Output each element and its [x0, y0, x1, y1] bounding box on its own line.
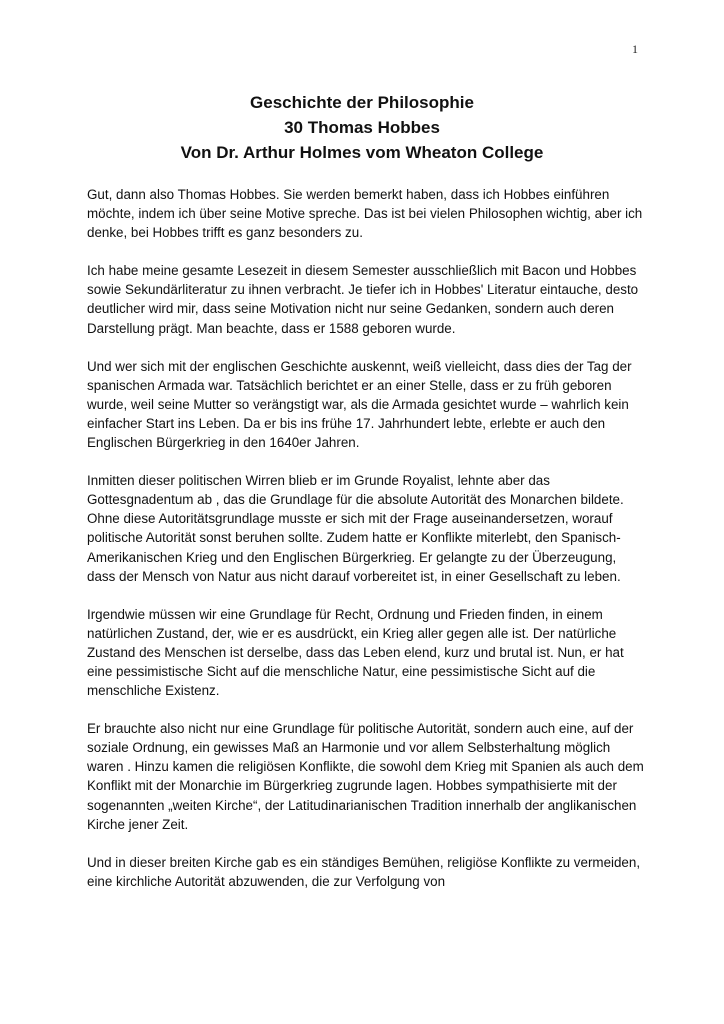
paragraph-1: Gut, dann also Thomas Hobbes. Sie werden bemerkt haben, dass ich Hobbes einführen möchte, indem ich über seine Motive spreche. Das ist bei vielen Philosophen wichtig, aber ich denke, bei Hobbes trifft es ganz besonders zu. — [87, 187, 643, 241]
paragraph-3: Und wer sich mit der englischen Geschichte auskennt, weiß vielleicht, dass dies der Tag der spanischen Armada war. Tatsächlich berichtet er an einer Stelle, dass er zu früh geboren wurde, weil seine Mutter so verängstigt war, als die Armada gesichtet wurde – wahrlich kein einfacher Start ins Leben. Da er bis ins frühe 17. Jahrhundert lebte, erlebte er auch den Englischen Bürgerkrieg in den 1640er Jahren. — [87, 358, 632, 451]
document-title — [0, 90, 724, 165]
title-line-author: Von Dr. Arthur Holmes vom Wheaton College — [180, 143, 544, 162]
paragraph-6: Er brauchte also nicht nur eine Grundlage für politische Autorität, sondern auch eine, auf der soziale Ordnung, ein gewisses Maß an Harmonie und vor allem Selbsterhaltung möglich waren . Hinzu kamen die religiösen Konflikte, die sowohl dem Krieg mit Spanien als auch dem Konflikt mit der Monarchie im Bürgerkrieg zugrunde lagen. Hobbes sympathisierte mit der sogenannten „weiten Kirche“, der Latitudinarianischen Tradition innerhalb der anglikanischen Kirche jener Zeit. — [87, 721, 644, 832]
title-line-course: Geschichte der Philosophie — [250, 93, 474, 112]
paragraph-7: Und in dieser breiten Kirche gab es ein ständiges Bemühen, religiöse Konflikte zu vermeiden, eine kirchliche Autorität abzuwenden, die zur Verfolgung von — [87, 854, 641, 889]
paragraph-5: Irgendwie müssen wir eine Grundlage für Recht, Ordnung und Frieden finden, in einem natürlichen Zustand, der, wie er es ausdrückt, ein Krieg aller gegen alle ist. Der natürliche Zustand des Menschen ist derselbe, dass das Leben elend, kurz und brutal ist. Nun, er hat eine pessimistische Sicht auf die menschliche Natur, eine pessimistische Sicht auf die menschliche Existenz. — [87, 606, 624, 699]
page-number: 1 — [632, 42, 638, 56]
document-body — [87, 185, 647, 910]
paragraph-2: Ich habe meine gesamte Lesezeit in diesem Semester ausschließlich mit Bacon und Hobbes sowie Sekundärliteratur zu ihnen verbracht. Je tiefer ich in Hobbes' Literatur eintauche, desto deutlicher wird mir, dass seine Motivation nicht nur seine Gedanken, sondern auch deren Darstellung prägt. Man beachte, dass er 1588 geboren wurde. — [87, 263, 639, 336]
paragraph-4: Inmitten dieser politischen Wirren blieb er im Grunde Royalist, lehnte aber das Gottesgnadentum ab , das die Grundlage für die absolute Autorität des Monarchen bildete. Ohne diese Autoritätsgrundlage musste er sich mit der Frage auseinandersetzen, worauf politische Autorität sonst beruhen sollte. Zudem hatte er Konflikte miterlebt, den Spanisch-Amerikanischen Krieg und den Englischen Bürgerkrieg. Er gelangte zu der Überzeugung, dass der Mensch von Natur aus nicht darauf vorbereitet ist, in einer Gesellschaft zu leben. — [87, 473, 624, 584]
title-line-lecture: 30 Thomas Hobbes — [284, 118, 440, 137]
